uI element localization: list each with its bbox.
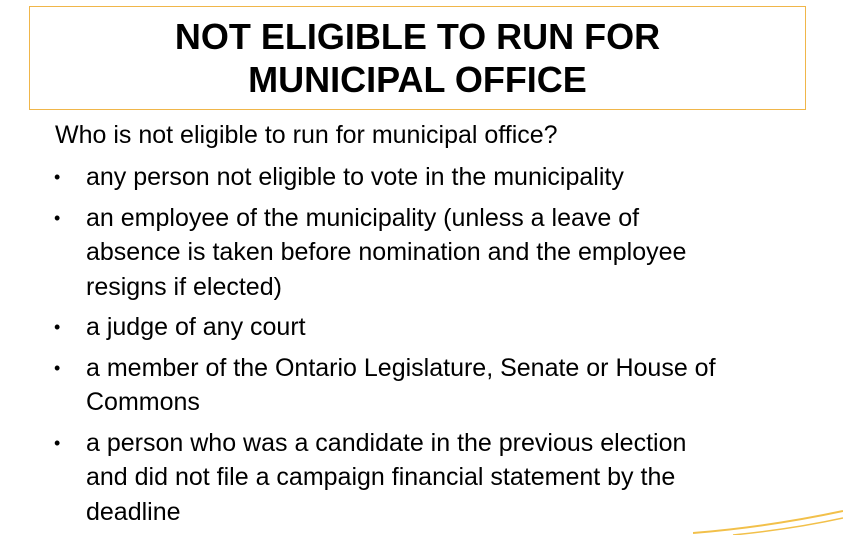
bullet-item-not-eligible-voter xyxy=(52,160,832,195)
intro-question: Who is not eligible to run for municipal office? xyxy=(55,121,558,149)
bullet-icon: • xyxy=(54,207,61,228)
bullet-item-legislature-member xyxy=(52,351,832,420)
bullet-text-line: deadline xyxy=(86,497,181,526)
decorative-swoosh xyxy=(693,505,843,535)
bullet-item-municipal-employee xyxy=(52,201,832,305)
bullet-text-line: a person who was a candidate in the previous election xyxy=(86,428,687,457)
bullet-icon: • xyxy=(54,167,61,187)
bullet-list xyxy=(52,160,832,535)
title-box xyxy=(29,6,806,110)
bullet-icon: • xyxy=(54,357,61,378)
bullet-text-line: a member of the Ontario Legislature, Senate or House of xyxy=(86,353,716,382)
bullet-text-line: resigns if elected) xyxy=(86,272,282,301)
bullet-item-judge xyxy=(52,310,832,345)
title-line-2: MUNICIPAL OFFICE xyxy=(248,59,587,100)
title-line-1: NOT ELIGIBLE TO RUN FOR xyxy=(174,16,661,57)
bullet-text-line: any person not eligible to vote in the municipality xyxy=(86,163,624,191)
bullet-text-line: a judge of any court xyxy=(86,313,306,341)
bullet-text-line: Commons xyxy=(86,388,200,416)
bullet-text-line: and did not file a campaign financial statement by the xyxy=(86,463,676,491)
bullet-icon: • xyxy=(54,432,61,453)
bullet-icon: • xyxy=(54,317,61,337)
bullet-text-line: an employee of the municipality (unless a leave of xyxy=(86,203,640,232)
bullet-text-line: absence is taken before nomination and the employee xyxy=(86,238,687,266)
